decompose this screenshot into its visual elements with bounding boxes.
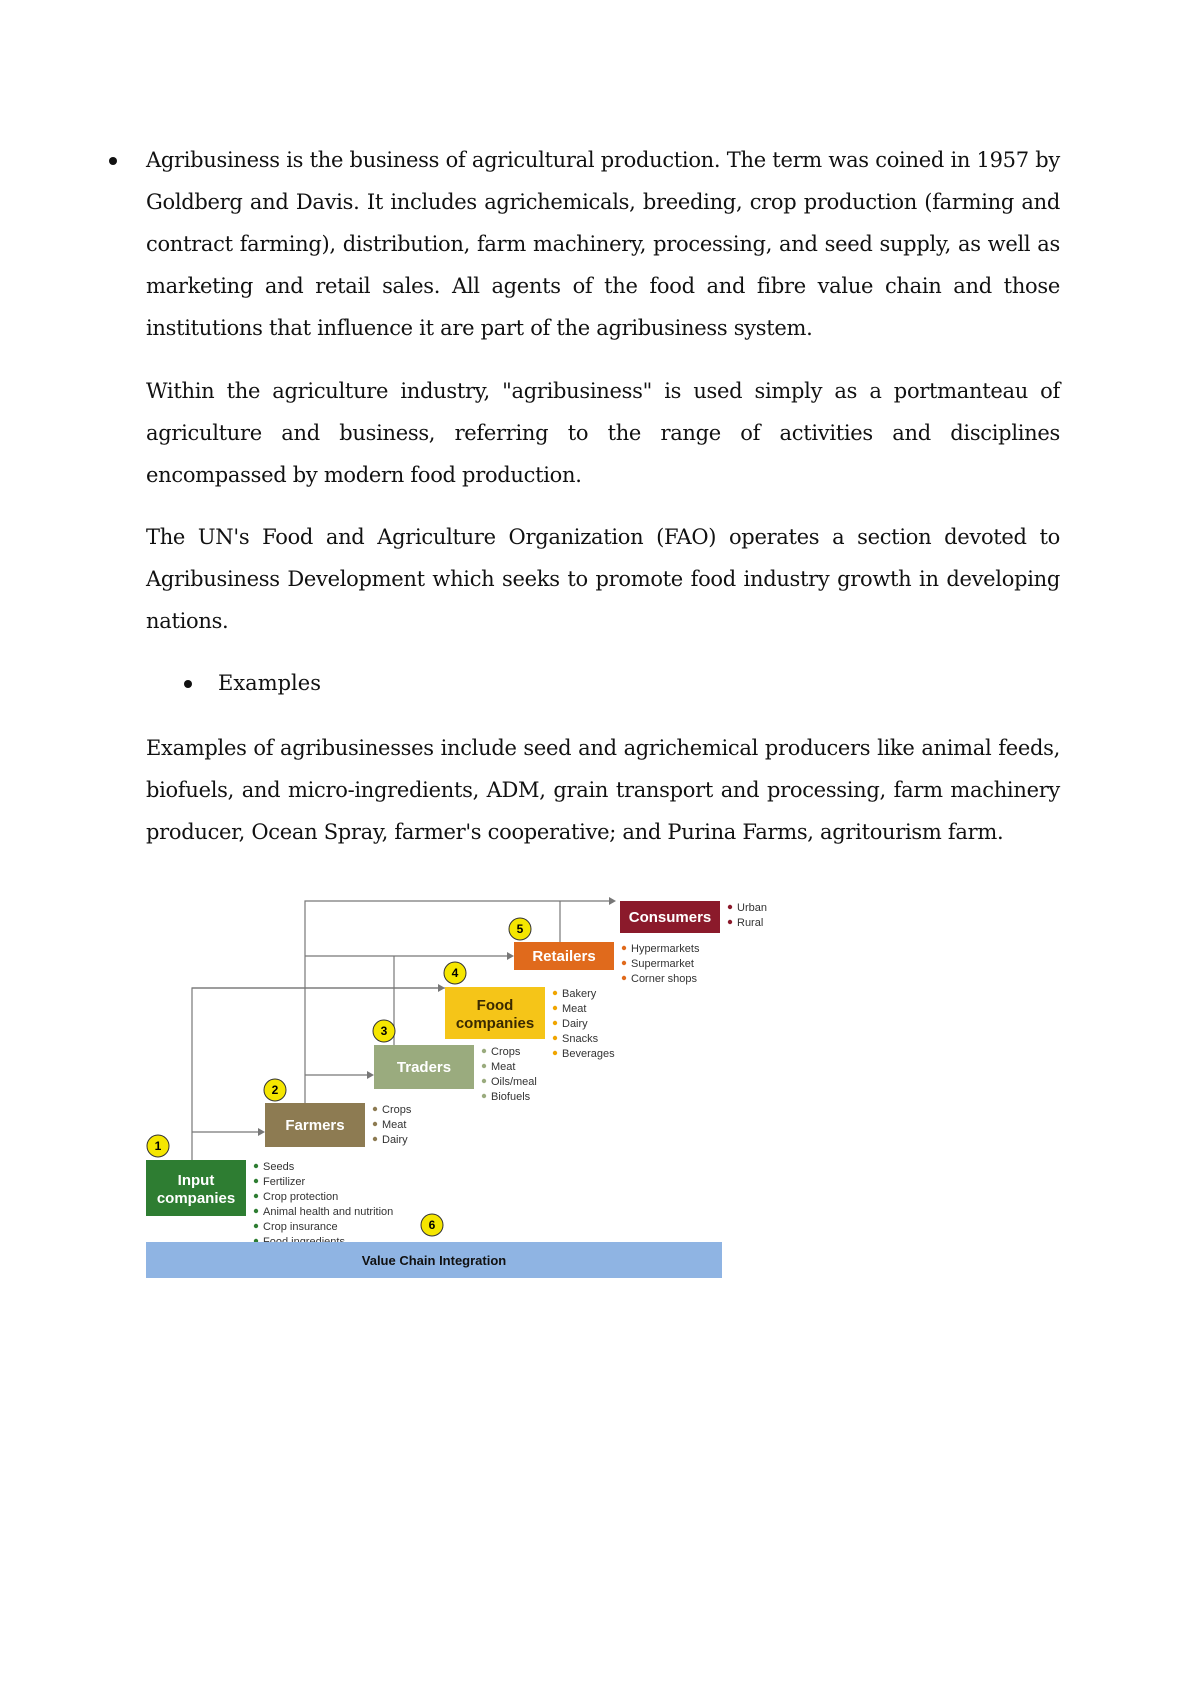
stage-item: Dairy <box>382 1134 408 1146</box>
paragraph-fao: The UN's Food and Agriculture Organization (FAO) operates a section devoted to Agribusiness Development which seeks to promote food industry growth in developing nations. <box>146 525 1060 633</box>
stage-item: Rural <box>737 917 764 929</box>
stage-item: Meat <box>382 1119 407 1131</box>
stage-item: Crops <box>382 1104 412 1116</box>
stage-label: Retailers <box>532 948 596 965</box>
arrow-head-icon <box>258 1128 265 1136</box>
step-number: 1 <box>154 1139 162 1153</box>
step-number: 4 <box>451 966 459 980</box>
stage-label: Consumers <box>628 909 712 926</box>
item-bullet-icon <box>728 920 732 924</box>
step-number: 5 <box>516 922 524 936</box>
item-bullet-icon <box>553 1006 557 1010</box>
item-bullet-icon <box>553 1051 557 1055</box>
stage-label: Traders <box>396 1059 452 1076</box>
item-bullet-icon <box>622 946 626 950</box>
stage-item: Snacks <box>562 1033 599 1045</box>
paragraph-agribusiness-definition: Agribusiness is the business of agricultural production. The term was coined in 1957 by Goldberg and Davis. It includes agrichemicals, breeding, crop production (farming and contract farming), distribution, farm machinery, processing, and seed supply, as well as marketing and retail sales. All agents of the food and fibre value chain and those institutions that influence it are part of the agribusiness system. <box>146 148 1060 340</box>
stage-label: Farmers <box>285 1117 345 1134</box>
item-bullet-icon <box>254 1179 258 1183</box>
paragraph-examples: Examples of agribusinesses include seed and agrichemical producers like animal feeds, biofuels, and micro-ingredients, ADM, grain transport and processing, farm machinery producer, Ocean Spray, farmer's cooperative; and Purina Farms, agritourism farm. <box>146 736 1060 844</box>
paragraph-agribusiness-portmanteau: Within the agriculture industry, "agribusiness" is used simply as a portmanteau of agriculture and business, referring to the range of activities and disciplines encompassed by modern food production. <box>146 379 1060 487</box>
stage-item: Meat <box>562 1003 587 1015</box>
item-bullet-icon <box>254 1224 258 1228</box>
stage-item: Beverages <box>562 1048 615 1060</box>
item-bullet-icon <box>373 1137 377 1141</box>
arrow-head-icon <box>609 897 616 905</box>
arrow-head-icon <box>438 984 445 992</box>
stage-item: Seeds <box>263 1161 295 1173</box>
stage-item: Dairy <box>562 1018 588 1030</box>
stage-label: Input <box>177 1172 215 1189</box>
item-bullet-icon <box>482 1094 486 1098</box>
item-bullet-icon <box>254 1209 258 1213</box>
item-bullet-icon <box>622 976 626 980</box>
stage-item: Oils/meal <box>491 1076 537 1088</box>
stage-item: Bakery <box>562 988 597 1000</box>
item-bullet-icon <box>553 1036 557 1040</box>
stage-label: companies <box>156 1190 236 1207</box>
stage-label: Food <box>476 997 514 1014</box>
stage-item: Crop protection <box>263 1191 339 1203</box>
item-bullet-icon <box>482 1079 486 1083</box>
item-bullet-icon <box>553 1021 557 1025</box>
examples-heading: Examples <box>218 671 321 695</box>
item-bullet-icon <box>373 1107 377 1111</box>
stage-item: Supermarket <box>631 958 694 970</box>
value-chain-diagram <box>140 870 780 1290</box>
stage-item: Crop insurance <box>263 1221 338 1233</box>
step-number: 6 <box>428 1218 436 1232</box>
stage-item: Animal health and nutrition <box>263 1206 394 1218</box>
item-bullet-icon <box>373 1122 377 1126</box>
value-chain-svg <box>140 870 780 1290</box>
step-number: 2 <box>271 1083 279 1097</box>
stage-label: companies <box>455 1015 535 1032</box>
step-number: 3 <box>380 1024 388 1038</box>
item-bullet-icon <box>728 905 732 909</box>
item-bullet-icon <box>482 1064 486 1068</box>
stage-item: Hypermarkets <box>631 943 700 955</box>
stage-item: Crops <box>491 1046 521 1058</box>
stage-item: Corner shops <box>631 973 698 985</box>
item-bullet-icon <box>254 1164 258 1168</box>
stage-item: Urban <box>737 902 767 914</box>
stage-item: Biofuels <box>491 1091 531 1103</box>
item-bullet-icon <box>553 991 557 995</box>
stage-item: Fertilizer <box>263 1176 306 1188</box>
arrow-head-icon <box>507 952 514 960</box>
stage-item: Meat <box>491 1061 516 1073</box>
item-bullet-icon <box>622 961 626 965</box>
bullet-icon <box>109 157 117 165</box>
arrow-head-icon <box>367 1071 374 1079</box>
item-bullet-icon <box>254 1194 258 1198</box>
sub-bullet-icon <box>184 680 192 688</box>
item-bullet-icon <box>482 1049 486 1053</box>
value-chain-integration-label: Value Chain Integration <box>361 1253 507 1268</box>
